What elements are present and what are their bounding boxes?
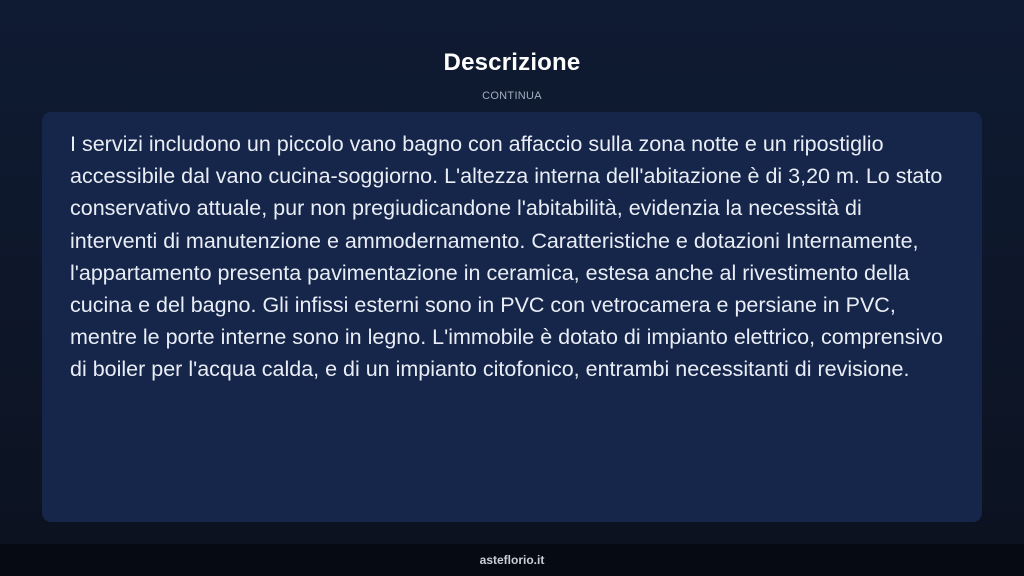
continued-label: CONTINUA [482,90,542,102]
description-card [42,112,982,522]
footer-brand: asteflorio.it [479,553,545,567]
page-title: Descrizione [443,49,581,76]
footer-bar [0,544,1024,576]
description-text: I servizi includono un piccolo vano bagno con affaccio sulla zona notte e un ripostiglio accessibile dal vano cucina-soggiorno. L'altezza interna dell'abitazione è di 3,20 m. Lo stato conservativo attuale, pur non pregiudicandone l'abitabilità, evidenzia la necessità di interventi di manutenzione e ammodernamento. Caratteristiche e dotazioni Internamente, l'appartamento presenta pavimentazione in ceramica, estesa anche al rivestimento della cucina e del bagno. Gli infissi esterni sono in PVC con vetrocamera e persiane in PVC, mentre le porte interne sono in legno. L'immobile è dotato di impianto elettrico, comprensivo di boiler per l'acqua calda, e di un impianto citofonico, entrambi necessitanti di revisione. [70,132,943,382]
